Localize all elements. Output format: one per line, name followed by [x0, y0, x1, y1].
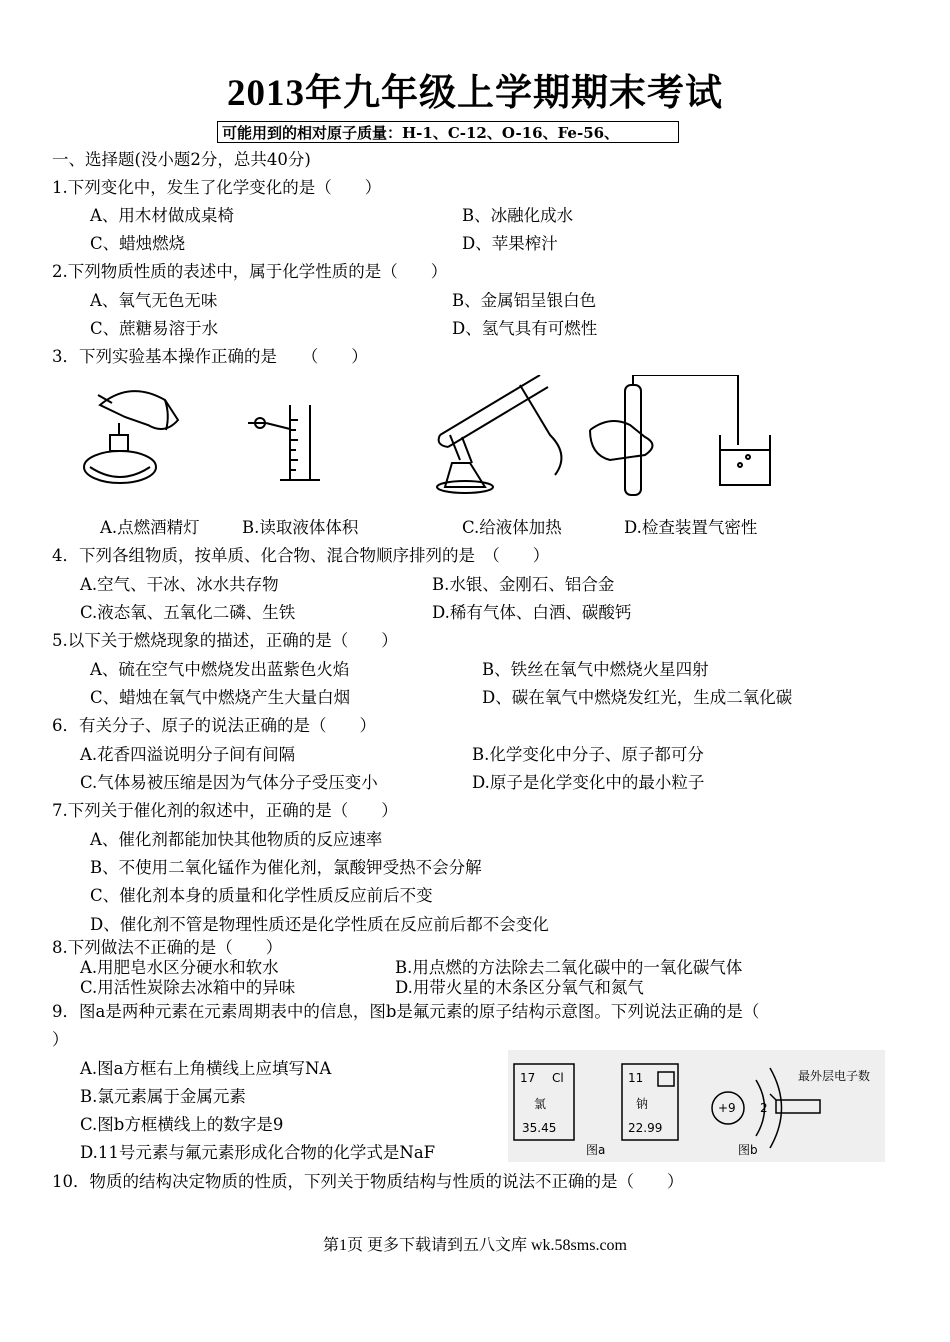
- page-footer: 第1页 更多下载请到五八文库 wk.58sms.com: [322, 1237, 627, 1254]
- q7-option-b: B、不使用二氧化锰作为催化剂，氯酸钾受热不会分解: [90, 858, 482, 877]
- q9-option-b: B.氯元素属于金属元素: [80, 1087, 246, 1106]
- q8-stem: 8.下列做法不正确的是（ ）: [52, 938, 283, 957]
- section-heading: 一、选择题(没小题2分，总共40分): [52, 150, 311, 169]
- q5-stem: 5.以下关于燃烧现象的描述，正确的是（ ）: [52, 631, 398, 650]
- airtightness-check-figure: [590, 375, 770, 495]
- cl-atomic-number: 17: [520, 1071, 536, 1085]
- cl-mass: 35.45: [522, 1121, 557, 1135]
- q3-stem: 3．下列实验基本操作正确的是 （ ）: [52, 347, 368, 366]
- measuring-cylinder-figure: [248, 405, 320, 480]
- q9-stem: 9．图a是两种元素在元素周期表中的信息，图b是氟元素的原子结构示意图。下列说法正确的是（: [52, 1002, 760, 1021]
- q6-option-c: C.气体易被压缩是因为气体分子受压变小: [80, 773, 378, 792]
- q1-option-d: D、苹果榨汁: [462, 234, 558, 253]
- first-shell-electrons: 2: [760, 1101, 768, 1115]
- q4-option-a: A.空气、干冰、冰水共存物: [80, 575, 279, 594]
- q3-option-d: D.检查装置气密性: [624, 518, 758, 537]
- q8-option-d: D.用带火星的木条区分氧气和氮气: [395, 978, 644, 997]
- alcohol-lamp-figure: [84, 391, 178, 483]
- q7-stem: 7.下列关于催化剂的叙述中，正确的是（ ）: [52, 801, 398, 820]
- q3-option-c: C.给液体加热: [462, 518, 562, 537]
- q6-option-a: A.花香四溢说明分子间有间隔: [80, 745, 296, 764]
- q3-option-b: B.读取液体体积: [242, 518, 359, 537]
- na-name: 钠: [636, 1097, 649, 1111]
- q6-option-b: B.化学变化中分子、原子都可分: [472, 745, 704, 764]
- q3-option-a: A.点燃酒精灯: [100, 518, 200, 537]
- q9-option-d: D.11号元素与氟元素形成化合物的化学式是NaF: [80, 1143, 436, 1162]
- q8-option-c: C.用活性炭除去冰箱中的异味: [80, 978, 296, 997]
- page-title: 2013年九年级上学期期末考试: [227, 73, 723, 114]
- q6-option-d: D.原子是化学变化中的最小粒子: [472, 773, 705, 792]
- q2-option-d: D、氢气具有可燃性: [452, 319, 598, 338]
- element-figure: [508, 1050, 885, 1162]
- q7-option-a: A、催化剂都能加快其他物质的反应速率: [90, 830, 383, 849]
- q4-option-c: C.液态氧、五氧化二磷、生铁: [80, 603, 296, 622]
- q1-option-c: C、蜡烛燃烧: [90, 234, 186, 253]
- q1-option-a: A、用木材做成桌椅: [90, 206, 234, 225]
- outer-shell-label: 最外层电子数: [798, 1069, 871, 1083]
- q9-option-c: C.图b方框横线上的数字是9: [80, 1115, 284, 1134]
- q8-option-b: B.用点燃的方法除去二氧化碳中的一氧化碳气体: [395, 958, 743, 977]
- q4-option-b: B.水银、金刚石、铝合金: [432, 575, 615, 594]
- q7-option-c: C、催化剂本身的质量和化学性质反应前后不变: [90, 886, 433, 905]
- nucleus-charge: +9: [718, 1101, 736, 1115]
- q9-option-a: A.图a方框右上角横线上应填写NA: [80, 1059, 332, 1078]
- q2-option-b: B、金属铝呈银白色: [452, 291, 597, 310]
- q5-option-c: C、蜡烛在氧气中燃烧产生大量白烟: [90, 688, 351, 707]
- q1-option-b: B、冰融化成水: [462, 206, 574, 225]
- cl-symbol: Cl: [552, 1071, 564, 1085]
- q2-stem: 2.下列物质性质的表述中，属于化学性质的是（ ）: [52, 262, 448, 281]
- q4-option-d: D.稀有气体、白酒、碳酸钙: [432, 603, 632, 622]
- q6-stem: 6．有关分子、原子的说法正确的是（ ）: [52, 716, 376, 735]
- q10-stem: 10．物质的结构决定物质的性质，下列关于物质结构与性质的说法不正确的是（ ）: [52, 1172, 684, 1191]
- q5-option-d: D、碳在氧气中燃烧发红光，生成二氧化碳: [482, 688, 793, 707]
- q2-option-c: C、蔗糖易溶于水: [90, 319, 219, 338]
- lab-operations-figure: [70, 375, 810, 510]
- fig-b-label: 图b: [738, 1143, 758, 1157]
- na-atomic-number: 11: [628, 1071, 644, 1085]
- q8-option-a: A.用肥皂水区分硬水和软水: [80, 958, 279, 977]
- heating-test-tube-figure: [437, 375, 561, 493]
- q2-option-a: A、氧气无色无味: [90, 291, 218, 310]
- q5-option-b: B、铁丝在氧气中燃烧火星四射: [482, 660, 709, 679]
- fig-a-label: 图a: [586, 1143, 606, 1157]
- q5-option-a: A、硫在空气中燃烧发出蓝紫色火焰: [90, 660, 350, 679]
- q4-stem: 4．下列各组物质，按单质、化合物、混合物顺序排列的是 （ ）: [52, 546, 550, 565]
- na-mass: 22.99: [628, 1121, 663, 1135]
- atomic-masses-box: 可能用到的相对原子质量：H-1、C-12、O-16、Fe-56、: [217, 121, 679, 143]
- q7-option-d: D、催化剂不管是物理性质还是化学性质在反应前后都不会变化: [90, 915, 549, 934]
- q1-stem: 1.下列变化中，发生了化学变化的是（ ）: [52, 178, 382, 197]
- q9-stem-end: ）: [52, 1030, 69, 1049]
- cl-name: 氯: [534, 1097, 547, 1111]
